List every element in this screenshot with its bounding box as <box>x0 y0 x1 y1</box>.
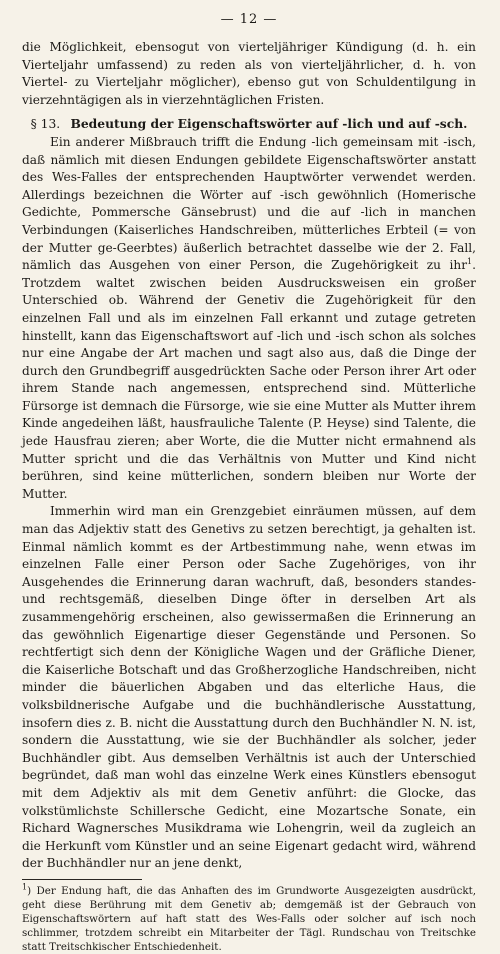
paragraph-2-text: Ein anderer Mißbrauch trifft die Endung -lich gemeinsam mit -isch, daß nämlich mit diesen Endungen gebildete Eigenschaftswörter anstatt des Wes-Falles der entsprechenden Hauptwörter verwendet werden. Allerdings bezeichnen die Wörter auf -isch gewöhnlich (Homerische Gedichte, Pommersche Gänsebrust) und die auf -lich in manchen Verbindungen (Kaiserliches Handschreiben, mütterliches Erbteil (= von der Mutter ge-Geerbtes) äußerlich betrachtet dasselbe wie der 2. Fall, nämlich das Ausgehen von einer Person, die Zugehörigkeit zu ihr <box>22 134 476 273</box>
footnote-mark: 1 <box>22 882 28 892</box>
paragraph-2-text-rest: . Trotzdem waltet zwischen beiden Ausdrucksweisen ein großer Unterschied ob. Während der Genetiv die Zugehörigkeit für den einzelnen Fall und als im einzelnen Fall erkannt und zutage getreten hinstellt, kann das Eigenschaftswort auf -lich und -isch schon als solches nur eine Angabe der Art machen und sagt also aus, daß die Dinge der durch den Grundbegriff ausgedrückten Sache oder Person ihrer Art oder ihrem Stande nach angemessen, entsprechend sind. Mütterliche Fürsorge ist demnach die Fürsorge, wie sie eine Mutter als Mutter ihrem Kinde angedeihen läßt, hausfrauliche Talente (P. Heyse) sind Talente, die jede Hausfrau zieren; aber Worte, die die Mutter nicht ermahnend als Mutter spricht und die das Verhältnis von Mutter und Kind nicht berühren, sind keine mütterlichen, sondern bleiben nur Worte der Mutter. <box>22 258 476 501</box>
body-text <box>22 39 476 873</box>
footnote-reference: 1 <box>467 257 473 267</box>
footnote-divider <box>22 879 142 880</box>
section-heading <box>22 115 476 134</box>
footnote <box>22 884 476 954</box>
page-number: — 12 — <box>220 12 278 27</box>
section-title: Bedeutung der Eigenschaftswörter auf -lich und auf -sch. <box>70 116 468 132</box>
paragraph-3: Immerhin wird man ein Grenzgebiet einräumen müssen, auf dem man das Adjektiv statt des Genetivs zu setzen berechtigt, ja gehalten ist. Einmal nämlich kommt es der Artbestimmung nahe, wenn etwas im einzelnen Falle einer Person oder Sache Zugehöriges, von ihr Ausgehendes die Erinnerung daran wachruft, daß, besonders standes- und rechtsgemäß, dieselben Dinge öfter in derselben Art als zusammengehörig erscheinen, also gewissermaßen die Erinnerung an das gewöhnlich Eigenartige dieser Gegenstände und Personen. So rechtfertigt sich denn der Königliche Wagen und der Gräfliche Diener, die Kaiserliche Botschaft und das Großherzogliche Handschreiben, nicht minder die bäuerlichen Abgaben und das elterliche Haus, die volksbildnerische Aufgabe und die buchhändlerische Ausstattung, insofern dies z. B. nicht die Ausstattung durch den Buchhändler N. N. ist, sondern die Ausstattung, wie sie der Buchhändler als solcher, jeder Buchhändler gibt. Aus demselben Verhältnis ist auch der Unterschied begründet, daß man wohl das einzelne Werk eines Künstlers ebensogut mit dem Adjektiv als mit dem Genetiv anführt: die Glocke, das volkstümlichste Schillersche Gedicht, eine Mozartsche Sonate, ein Richard Wagnersches Musikdrama wie Lohengrin, weil da zugleich an die Herkunft vom Künstler und an seine Eigenart gedacht wird, während der Buchhändler nur an jene denkt, <box>22 504 476 871</box>
paragraph-continuation: die Möglichkeit, ebensogut von vierteljähriger Kündigung (d. h. ein Vierteljahr umfassend) zu reden als von vierteljährlicher, d. h. von Viertel- zu Vierteljahr möglicher), ebenso gut von Schuldentilgung in vierzehntägigen als in vierzehntäglichen Fristen. <box>22 40 476 107</box>
footnote-text: ) Der Endung haft, die das Anhaften des im Grundworte Ausgezeigten ausdrückt, geht diese Berührung mit dem Genetiv ab; demgemäß ist der Gebrauch von Eigenschaftswörtern auf haft statt des Wes-Falls oder solcher auf isch noch schlimmer, trotzdem schreibt ein Mitarbeiter der Tägl. Rundschau von Treitschke statt Treitschkischer Entschiedenheit. <box>22 884 476 953</box>
paragraph-2 <box>22 134 476 503</box>
section-number: § 13. <box>30 117 61 132</box>
